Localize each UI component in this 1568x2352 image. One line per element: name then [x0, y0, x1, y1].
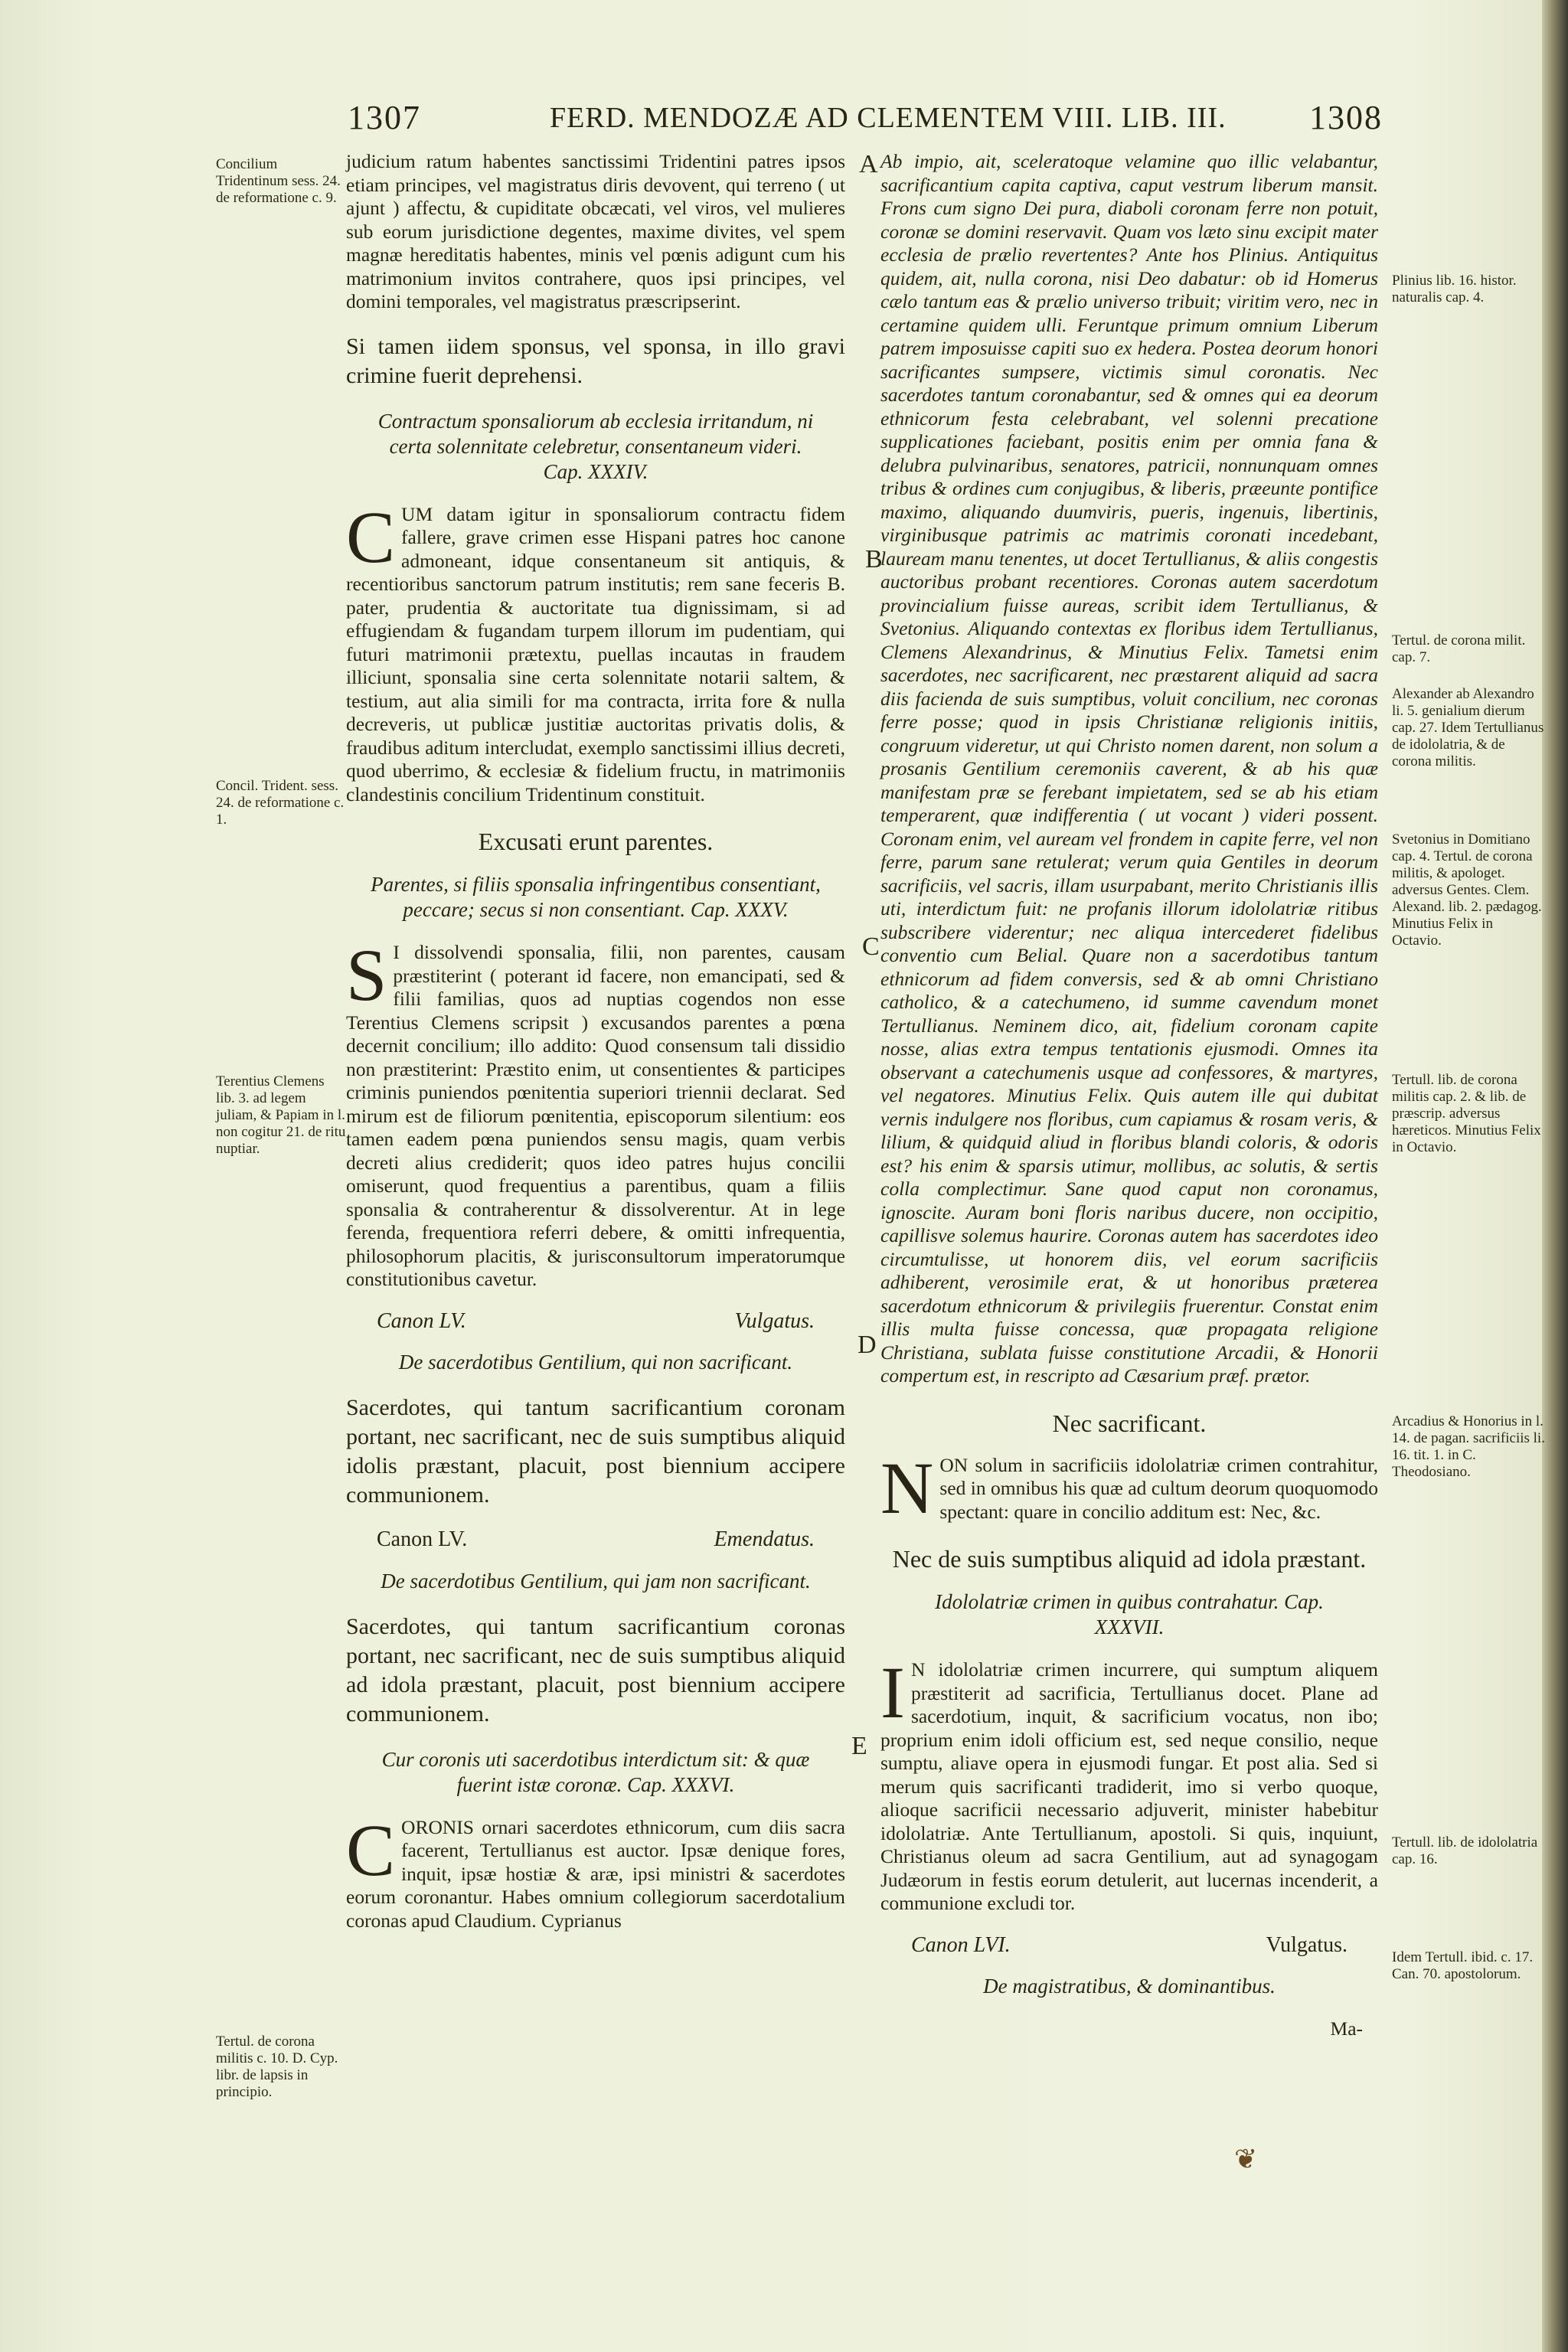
right-column [880, 150, 1378, 2041]
paragraph [346, 1808, 845, 1933]
margin-note: Concilium Tridentinum sess. 24. de reformatione c. 9. [216, 156, 341, 206]
paragraph [346, 495, 845, 807]
ornament-icon: ❦ [1234, 2144, 1258, 2175]
left-column [346, 150, 845, 1943]
margin-note: Arcadius & Honorius in l. 14. de pagan. sacrificiis li. 16. tit. 1. in C. Theodosiano. [1392, 1413, 1545, 1480]
book-spine [1542, 0, 1568, 2352]
section-letter: E [851, 1732, 867, 1760]
drop-cap: N [880, 1446, 934, 1529]
canon-version: Emendatus. [714, 1527, 815, 1551]
canon-version: Vulgatus. [1266, 1932, 1348, 1957]
canon-text: Sacerdotes, qui tantum sacrificantium coronas portant, nec sacrificant, nec de suis sumptibus aliquid ad idola præstant, placuit, post biennium accipere communionem. [346, 1613, 845, 1726]
section-letter: B [865, 545, 883, 573]
section-letter: D [858, 1331, 877, 1359]
paragraph: Ab impio, ait, sceleratoque velamine quo illic velabantur, sacrificantium capita captiva, caput vestrum liberum mansit. Frons cum signo Dei pura, diaboli coronam ferre non potuit, coronæ se domini reservavit. Quam vos læto sinu excipit mater ecclesia de prælio revertentes? Ante hos Plinius. Antiquitus quidem, ait, nulla corona, nisi Deo dabatur: ob id Homerus cælo tantum eas & prælio universo tribuit; viritim vero, nec in certamine quidem ulli. Feruntque primum omnium Liberum patrem imposuisse capiti suo ex hedera. Postea deorum honori sacrificantes sumpsere, victimis simul coronatis. Nec sacerdotes tantum coronabantur, sed & omnes qui ea deorum ethnicorum festa celebrabant, vel solenni precatione supplicationes faciebant, positis enim per omnia fana & delubra pulvinaribus, senatores, patricii, nonnunquam omnes tribus & ordines cum conjugibus, & liberis, præeunte pontifice maximo, aliquando duumviris, pueris, ingenuis, libertinis, virginibusque patrimis ac matrimis coronati incedebant, lauream manu tenentes, ut docet Tertullianus, & aliis congestis auctoribus probant recentiores. Coronas autem sacerdotum provincialium fuisse aureas, scribit idem Tertullianus, & Svetonius. Aliquando contextas ex floribus idem Tertullianus, Clemens Alexandrinus, & Minutius Felix. Tametsi enim sacerdotes, nec sacrificarent, nec præstarent aliquid ad sacra diis facienda de suis sumptibus, voluit concilium, nec coronas ferre posse; quod in ipsis Christianæ religionis initiis, congruum videretur, ut qui Christo nomen darent, non solum a prosanis Gentilium ceremoniis caverent, & ab his quæ manifestam præ se ferebant impietatem, sed se ab his etiam temperarent, quæ indifferentia ( ut vocant ) videri possent. Coronam enim, vel auream vel frondem in capite ferre, vel non ferre, parum sane retulerat; verum quia Gentiles in deorum sacrificiis, vel sacris, illam usurpabant, merito Christianis illis uti, interdictum fuit: ne profanis illorum idololatriæ ritibus subscribere viderentur; nec aliqua intercederet fidelibus conventio cum Belial. Quare non a sacerdotibus tantum ethnicorum ad fidem conversis, sed & ab omni Christiano catholico, & a catechumeno, id summe cavendum monet Tertullianus. Neminem dico, ait, fidelium coronam capite nosse, alias extra tempus tentationis ejusmodi. Omnes ita observant a catechumenis usque ad confessores, & martyres, vel negatores. Minutius Felix. Quis autem ille qui dubitat vernis indulgere nos floribus, cum capiamus & rosam veris, & lilium, & quidquid aliud in floribus blandi coloris, & odoris est? his enim & sparsis utimur, mollibus, ac solutis, & sertis colla complectimur. Sane quod caput non coronamus, ignoscite. Auram boni floris naribus ducere, non occipitio, capillisve solemus haurire. Coronas autem has sacerdotes ideo circumtulisse, ut honorem diis, vel eorum sacrificiis adhiberent, verosimile erat, & ut honoribus præterea sacerdotum ethnicorum & privilegiis fruerentur. Constat enim illis multa fuisse concessa, quæ propagata religione Christiana, sublata fuisse constitutione Arcadii, & Honorii compertum est, in rescripto ad Cæsarium præf. prætor. [880, 150, 1378, 1387]
margin-note: Tertull. lib. de idololatria cap. 16. [1392, 1834, 1538, 1867]
paragraph-text: I dissolvendi sponsalia, filii, non parentes, causam præstiterint ( poterant id facere, non emancipati, sed & filii familias, quos ad nuptias cogendos non esse Terentius Clemens scripsit ) excusandos parentes a pœna decernit concilium; illo addito: Quod consensum tali dissidio non præstiterint: Præstito enim, ut consentientes & participes criminis puniendos pœnitentia superiori triennii declarat. Sed mirum est de filiorum pœnitentia, episcoporum silentium: eos tamen eadem pœna puniendos sensu magis, quam verbis decreti alius crediderit; quos ideo patres hujus concilii omiserunt, quod frequentius a parentibus, quam a filiis sponsalia & contraherentur & dissolverentur. At in lege ferenda, frequentiora referri debere, & omitti infrequentia, philosophorum placitis, & jurisconsultorum imperatorumque constitutionibus cavetur. [346, 941, 845, 1290]
heading: Excusati erunt parentes. [478, 828, 714, 855]
drop-cap: I [880, 1651, 905, 1733]
margin-note: Tertul. de corona milit. cap. 7. [1392, 632, 1526, 665]
canon-heading [377, 1528, 815, 1552]
canon-heading [377, 1310, 815, 1334]
chapter-title: Cur coronis uti sacerdotibus interdictum sit: & quæ fuerint istæ coronæ. Cap. XXXVI. [381, 1747, 810, 1796]
canon-number: Canon LV. [377, 1308, 466, 1333]
margin-note: Svetonius in Domitiano cap. 4. Tertul. de corona militis, & apologet. adversus Gentes. Clem. Alexand. lib. 2. pædagog. Minutius Felix in Octavio. [1392, 831, 1542, 949]
margin-note: Tertul. de corona militis c. 10. D. Cyp. libr. de lapsis in principio. [216, 2034, 338, 2100]
paragraph [880, 1651, 1378, 1916]
paragraph [346, 934, 845, 1292]
drop-cap: C [346, 1808, 396, 1891]
paragraph-text: ORONIS ornari sacerdotes ethnicorum, cum diis sacra facerent, Tertullianus est auctor. Ipsæ denique fores, inquit, ipsæ hostiæ & aræ, ipsi ministri & sacerdotes eorum coronantur. Habes omnium collegiorum sacerdotalium coronas apud Claudium. Cyprianus [346, 1815, 845, 1932]
chapter-title: Contractum sponsaliorum ab ecclesia irritandum, ni certa solennitate celebretur, consentaneum videri. Cap. XXXIV. [377, 409, 814, 483]
canon-number: Canon LV. [377, 1527, 468, 1551]
paragraph-text: UM datam igitur in sponsaliorum contractu fidem fallere, grave crimen esse Hispani patres hoc canone admoneant, idque consentaneum sit antiquis, & recentioribus sanctorum patrum institutis; rem sane feceris B. pater, prudentia & auctoritate tua dignissimam, si ad effugiendam & fugandam turpem illorum im pudentiam, qui futuri matrimonii prætextu, puellas incautas in fraudem illiciunt, sponsalia sine certa solennitate notarii saltem, & testium, aut alia simili for ma contracta, irrita fore & nulla decreveris, ut publicæ justitiæ auctoritas privatis dolis, & fraudibus aditum intercludat, exemplo sanctissimi illius decreti, quod uberrimo, & ecclesiæ & fidelium fructu, in matrimoniis clandestinis concilium Tridentinum constituit. [346, 502, 845, 805]
heading: Nec sacrificant. [1052, 1409, 1207, 1437]
margin-note: Concil. Trident. sess. 24. de reformatione c. 1. [216, 778, 345, 828]
canon-title: De sacerdotibus Gentilium, qui non sacrificant. [398, 1351, 793, 1374]
chapter-title: Parentes, si filiis sponsalia infringentibus consentiant, peccare; secus si non consentiant. Cap. XXXV. [371, 873, 821, 921]
page-number-right: 1308 [1309, 99, 1383, 136]
canon-title: De magistratibus, & dominantibus. [983, 1975, 1276, 1998]
canon-version: Vulgatus. [734, 1308, 815, 1333]
canon-number: Canon LVI. [911, 1932, 1011, 1957]
paragraph-text: N idololatriæ crimen incurrere, qui sumptum aliquem præstiterit ad sacrificia, Tertullianus docet. Plane ad sacerdotium, inquit, & sacrificium vocatus, non ibo; proprium enim idoli officium est, sed neque consilio, neque sumptu, aliave opera in ejusmodi fungar. Et post alia. Sed si merum quis sacrificanti tradiderit, imo si verbo quoque, alioque sacrificii necessario adjuverit, minister habebitur idololatriæ. Ante Tertullianum, apostoli. Si quis, inquiunt, Christianus oleum ad sacra Gentilium, aut ad synagogam Judæorum in festis eorum detulerit, aut lucernas incenderit, a communione excludi tor. [880, 1658, 1378, 1914]
page-number-left: 1307 [348, 99, 421, 136]
section-letter: A [859, 150, 878, 178]
canon-text: Sacerdotes, qui tantum sacrificantium coronam portant, nec sacrificant, nec de suis sumptibus aliquid idolis præstant, placuit, post biennium accipere communionem. [346, 1395, 845, 1508]
chapter-title: Idololatriæ crimen in quibus contrahatur. Cap. XXXVII. [935, 1590, 1324, 1638]
section-letter: C [862, 933, 880, 961]
catchword: Ma- [1330, 2017, 1363, 2040]
drop-cap: C [346, 495, 396, 578]
margin-note: Alexander ab Alexandro li. 5. genialium dierum cap. 27. Idem Tertullianus de idololatria, & de corona militis. [1392, 686, 1544, 769]
canon-heading [911, 1934, 1348, 1958]
margin-note: Terentius Clemens lib. 3. ad legem juliam, & Papiam in l. non cogitur 21. de ritu nuptiar. [216, 1073, 346, 1157]
paragraph-text: ON solum in sacrificiis idololatriæ crimen contrahitur, sed in omnibus his quæ ad cultum deorum quoquomodo spectant: quare in concilio additum est: Nec, &c. [939, 1453, 1378, 1523]
heading: Nec de suis sumptibus aliquid ad idola præstant. [892, 1545, 1367, 1573]
margin-note: Plinius lib. 16. histor. naturalis cap. 4. [1392, 273, 1517, 305]
paragraph [880, 1446, 1378, 1529]
drop-cap: S [346, 934, 387, 1016]
heading: Si tamen iidem sponsus, vel sponsa, in illo gravi crimine fuerit deprehensi. [346, 333, 845, 388]
page-header [337, 98, 1485, 144]
margin-note: Idem Tertull. ibid. c. 17. Can. 70. apostolorum. [1392, 1949, 1534, 1982]
canon-title: De sacerdotibus Gentilium, qui jam non sacrificant. [381, 1569, 811, 1592]
margin-note: Tertull. lib. de corona militis cap. 2. & lib. de præscrip. adversus hæreticos. Minutius Felix in Octavio. [1392, 1072, 1541, 1155]
running-title: FERD. MENDOZÆ AD CLEMENTEM VIII. LIB. III. [550, 102, 1227, 134]
paragraph: judicium ratum habentes sanctissimi Tridentini patres ipsos etiam principes, vel magistratus diris devovent, qui terreno ( ut ajunt ) affectu, & cupiditate obcæcati, vel viros, vel mulieres sub eorum jurisdictione degentes, maxime divites, vel spem magnæ hereditatis habentes, minis vel pœnis adigunt cum his matrimonium invitos contrahere, quos ipsi principes, vel domini temporales, vel magistratus præscripserint. [346, 150, 845, 312]
